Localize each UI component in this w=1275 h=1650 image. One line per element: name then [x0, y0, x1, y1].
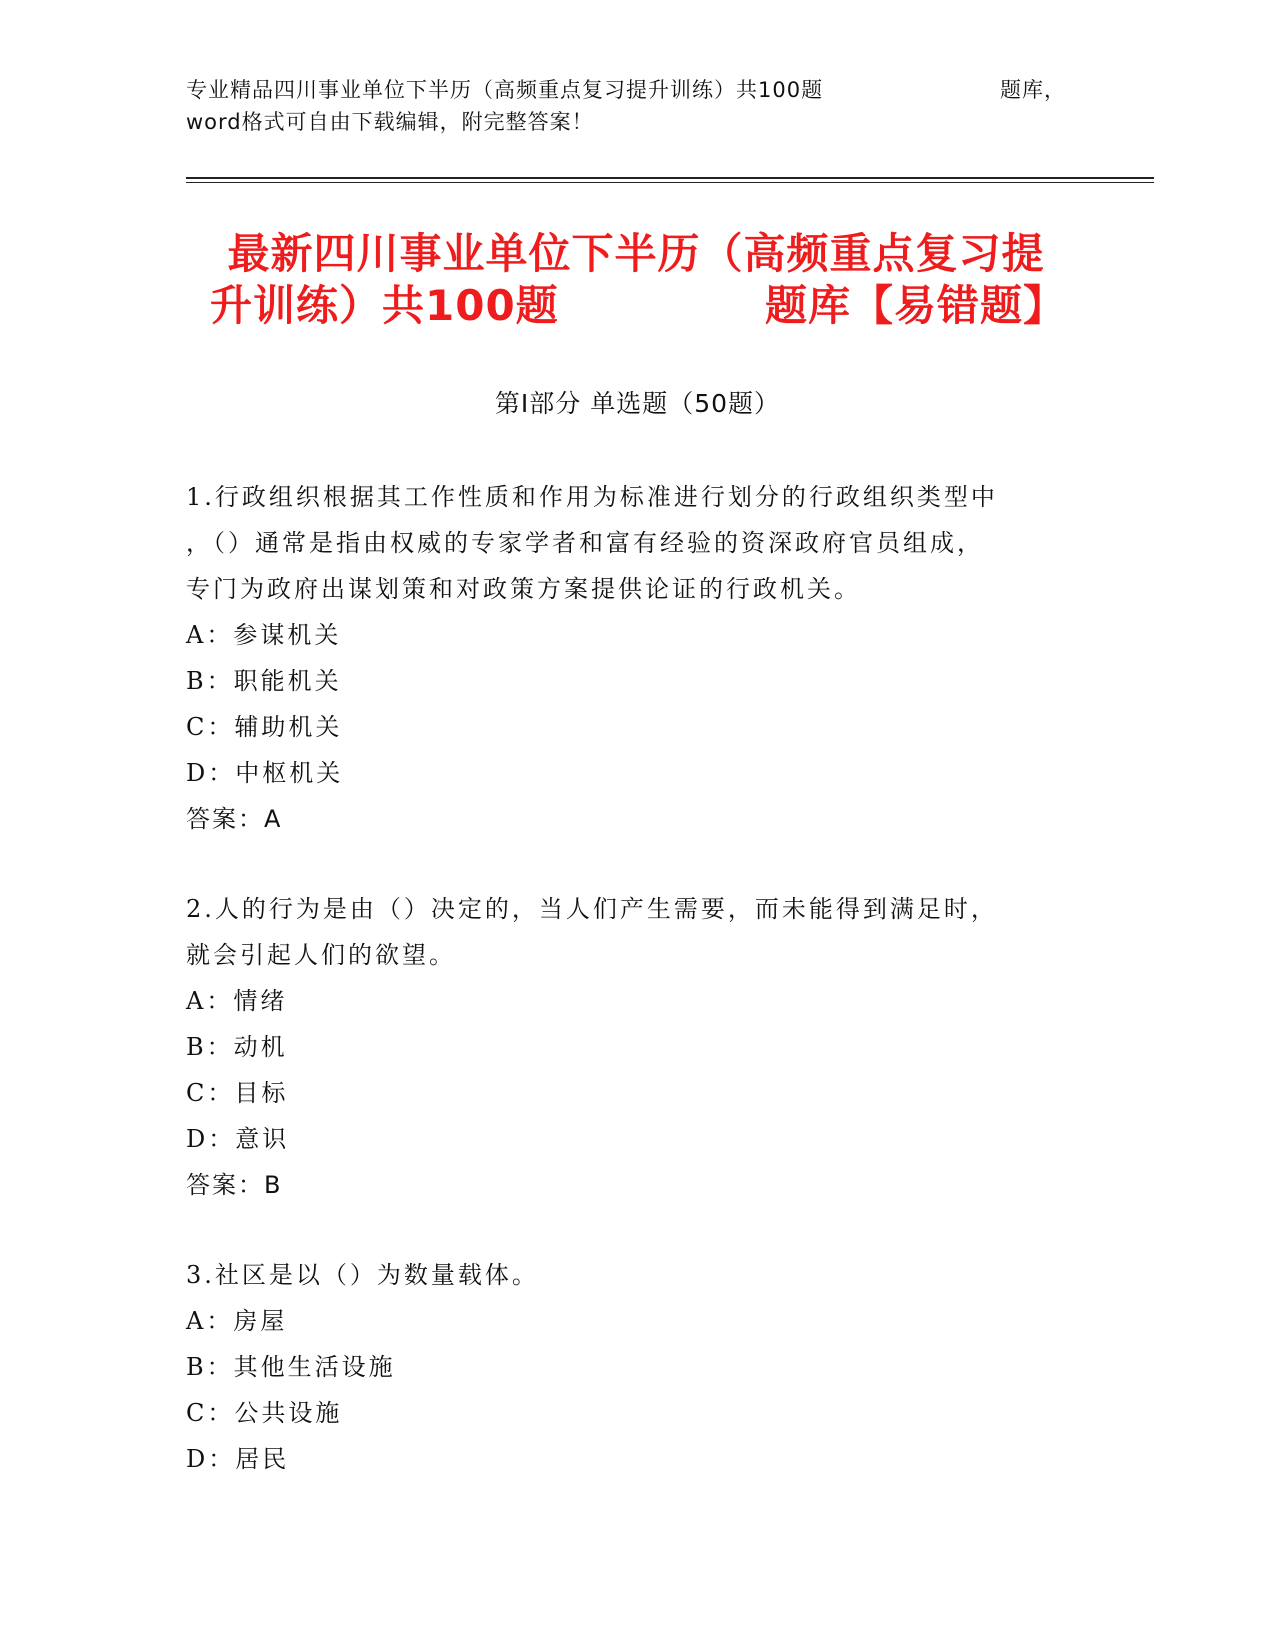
question-stem-line: ，（）通常是指由权威的专家学者和富有经验的资深政府官员组成， [186, 529, 984, 557]
question-stem-line: 专门为政府出谋划策和对政策方案提供论证的行政机关。 [186, 575, 861, 603]
header-rule-thin [186, 182, 1154, 183]
option-a: A：情绪 [186, 987, 288, 1015]
option-a: A：参谋机关 [186, 621, 342, 649]
title-line-2-right: 题库【易错题】 [764, 281, 1066, 330]
option-d: D：居民 [186, 1445, 290, 1473]
option-c: C：公共设施 [186, 1399, 343, 1427]
section-heading: 第Ⅰ部分 单选题（50题） [494, 389, 781, 418]
option-c: C：辅助机关 [186, 713, 343, 741]
title-line-2 [186, 280, 1086, 332]
question-gap [186, 1208, 1066, 1252]
option-b: B：其他生活设施 [186, 1353, 396, 1381]
question-list [186, 474, 1066, 1482]
question-2 [186, 886, 1066, 1208]
title-line-1: 最新四川事业单位下半历（高频重点复习提 [227, 229, 1045, 278]
question-3 [186, 1252, 1066, 1482]
document-title [186, 228, 1086, 332]
header-line-1 [186, 74, 1066, 106]
question-1 [186, 474, 1066, 842]
answer: 答案：A [186, 805, 283, 833]
option-c: C：目标 [186, 1079, 289, 1107]
header-rule-thick [186, 177, 1154, 179]
answer: 答案：B [186, 1171, 283, 1199]
header-line-1-right: 题库， [1000, 78, 1066, 102]
question-stem-line: 2.人的行为是由（）决定的，当人们产生需要，而未能得到满足时， [186, 895, 998, 923]
option-b: B：动机 [186, 1033, 288, 1061]
question-stem-line: 就会引起人们的欲望。 [186, 941, 456, 969]
header-line-2: word格式可自由下载编辑，附完整答案！ [186, 110, 594, 134]
document-header [186, 74, 1066, 138]
question-stem-line: 3.社区是以（）为数量载体。 [186, 1261, 539, 1289]
question-gap [186, 842, 1066, 886]
option-a: A：房屋 [186, 1307, 288, 1335]
option-d: D：意识 [186, 1125, 290, 1153]
question-stem-line: 1.行政组织根据其工作性质和作用为标准进行划分的行政组织类型中 [186, 483, 998, 511]
title-line-2-left: 升训练）共100题 [210, 281, 559, 330]
option-d: D：中枢机关 [186, 759, 344, 787]
header-line-1-left: 专业精品四川事业单位下半历（高频重点复习提升训练）共100题 [186, 78, 824, 102]
option-b: B：职能机关 [186, 667, 342, 695]
